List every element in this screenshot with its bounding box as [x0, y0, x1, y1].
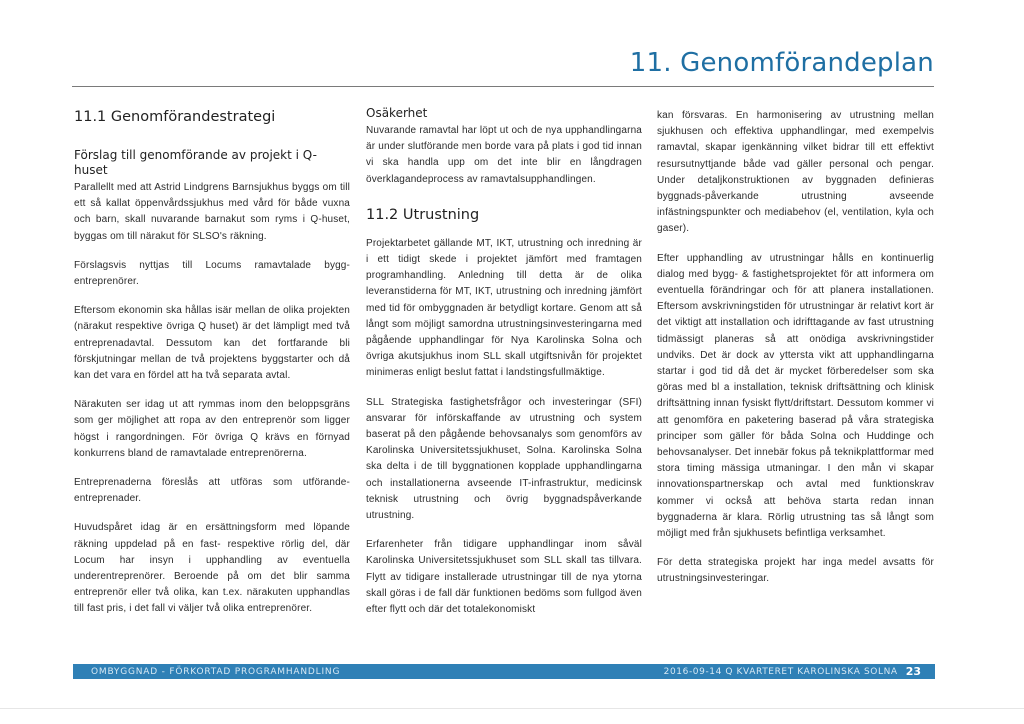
page-number: 23	[905, 665, 921, 678]
column-1	[74, 100, 350, 631]
footer-bar	[73, 664, 935, 679]
paragraph: Huvudspåret idag är en ersättningsform med löpande räkning uppdelad på en fast- respektive rörlig del, där Locum har insyn i upphandling av eventuella underentreprenörer. Beroende på om det blir samma entreprenör eller två olika, kan t.ex. närakuten upphandlas till fast pris, i det fall vi väljer två olika entreprenörer.	[74, 522, 350, 615]
paragraph: Efter upphandling av utrustningar hålls en kontinuerlig dialog med bygg- & fastighetsprojektet för att informera om eventuella förändringar och för att planera installationen. Eftersom avskrivningstiden för utrustningar är relativt kort är det viktigt att installation och idrifttagande av fast utrustning tidmässigt planeras så att onödiga avskrivningstider undviks. Det är dock av yttersta vikt att upphandlingarna startar i god tid då det är mycket förberedelser som ska göras med bl a installation, teknisk driftsättning och klinisk driftsättning innan fysiskt flytt/driftstart. Dessutom kommer vi att genomföra en paketering baserad på våra strategiska principer som gäller för båda Solna och Huddinge och behovsanalyser. Det innebär fokus på teknikplattformar med stora timing mässiga utmaningar. I den mån vi skapar innovationspartnerskap och avtal med funktionskrav kommer vi också att behöva starta redan innan byggnaderna är klara. Rörlig utrustning tas så långt som möjligt med från sjukhusets befintliga verksamhet.	[657, 252, 934, 540]
subheading-osakerhet: Osäkerhet	[366, 106, 428, 120]
paragraph: Eftersom ekonomin ska hållas isär mellan de olika projekten (närakut respektive övriga Q huset) är det lämpligt med två entreprenadavtal. Dessutom kan det fortfarande bli förskjutningar mellan de två projektens byggstarter och då kan det vara en fördel att ha två separata avtal.	[74, 305, 350, 382]
section-heading-11-1: 11.1 Genomförandestrategi	[74, 109, 276, 125]
footer-right	[664, 665, 921, 678]
footer-document-title: OMBYGGNAD - FÖRKORTAD PROGRAMHANDLING	[91, 666, 341, 677]
subheading-forslag: Förslag till genomförande av projekt i Q-huset	[74, 148, 317, 177]
chapter-title: 11. Genomförandeplan	[629, 48, 934, 78]
column-3	[657, 100, 934, 601]
column-2	[366, 100, 642, 631]
paragraph: Parallellt med att Astrid Lindgrens Barnsjukhus byggs om till ett så kallat öppenvårdssjukhus med vård för både vuxna och barn, skall nuvarande barnakut som ryms i Q-huset, byggas om till närakut för SLSO's räkning.	[74, 182, 350, 242]
paragraph: Entreprenaderna föreslås att utföras som utförande-entreprenader.	[74, 477, 350, 505]
scan-edge-line	[0, 708, 1024, 709]
paragraph: Projektarbetet gällande MT, IKT, utrustning och inredning är i ett tidigt skede i projektet jämfört med framtagen programhandling. Anledning till detta är de olika leveranstiderna för MT, IKT, utrustning och inredning jämfört med tid för ombyggnaden är betydligt kortare. Genom att så långt som möjligt samordna utrustningsinvesteringarna med pågående upphandlingar för Nya Karolinska Solna och övriga akutsjukhus inom SLL skall utgiftsnivån för projektet minimeras enligt beslut fattat i landstingsfullmäktige.	[366, 237, 642, 379]
paragraph: Erfarenheter från tidigare upphandlingar inom såväl Karolinska Universitetssjukhuset som SLL skall tas tillvara. Flytt av tidigare installerade utrustningar till de nya ytorna skall göras i de fall där funktionen bedöms som fullgod även efter flytt och där det totalekonomiskt	[366, 539, 642, 616]
paragraph: Nuvarande ramavtal har löpt ut och de nya upphandlingarna är under slutförande men borde vara på plats i god tid innan vi ska handla upp om det inte blir en långdragen överklagandeprocess av ramavtalsupphandlingen.	[366, 125, 642, 185]
header-divider	[72, 86, 934, 87]
paragraph: Förslagsvis nyttjas till Locums ramavtalade bygg-entreprenörer.	[74, 259, 350, 288]
footer-date: 2016-09-14 Q KVARTERET KAROLINSKA SOLNA	[663, 666, 898, 677]
paragraph: SLL Strategiska fastighetsfrågor och investeringar (SFI) ansvarar för införskaffande av utrustning och system baserat på den pågående behovsanalys som genomförs av Karolinska Universitetssjukhuset, Solna. Karolinska Solna ska delta i de till byggnationen kopplade upphandlingarna och installationerna avseende IT-infrastruktur, medicinsk teknisk utrustning och övrig byggnadspåverkande utrustning.	[366, 396, 642, 522]
paragraph: kan försvaras. En harmonisering av utrustning mellan sjukhusen och effektiva upphandlingar, med exempelvis ramavtal, skapar igenkänning vilket bidrar till ett effektivt resursutnyttjande både vad gäller personal och pengar. Under detaljkonstruktionen av byggnaden definieras byggnads-påverkande utrustning avseende infästningspunkter och mediabehov (el, ventilation, kyla och gaser).	[657, 110, 934, 235]
paragraph: Närakuten ser idag ut att rymmas inom den beloppsgräns som ger möjlighet att ropa av den entreprenör som ligger högst i rangordningen. För övriga Q krävs en förnyad konkurrens bland de ramavtalade entreprenörerna.	[74, 399, 350, 459]
section-heading-11-2: 11.2 Utrustning	[366, 206, 480, 223]
paragraph: För detta strategiska projekt har inga medel avsatts för utrustningsinvesteringar.	[657, 557, 934, 585]
